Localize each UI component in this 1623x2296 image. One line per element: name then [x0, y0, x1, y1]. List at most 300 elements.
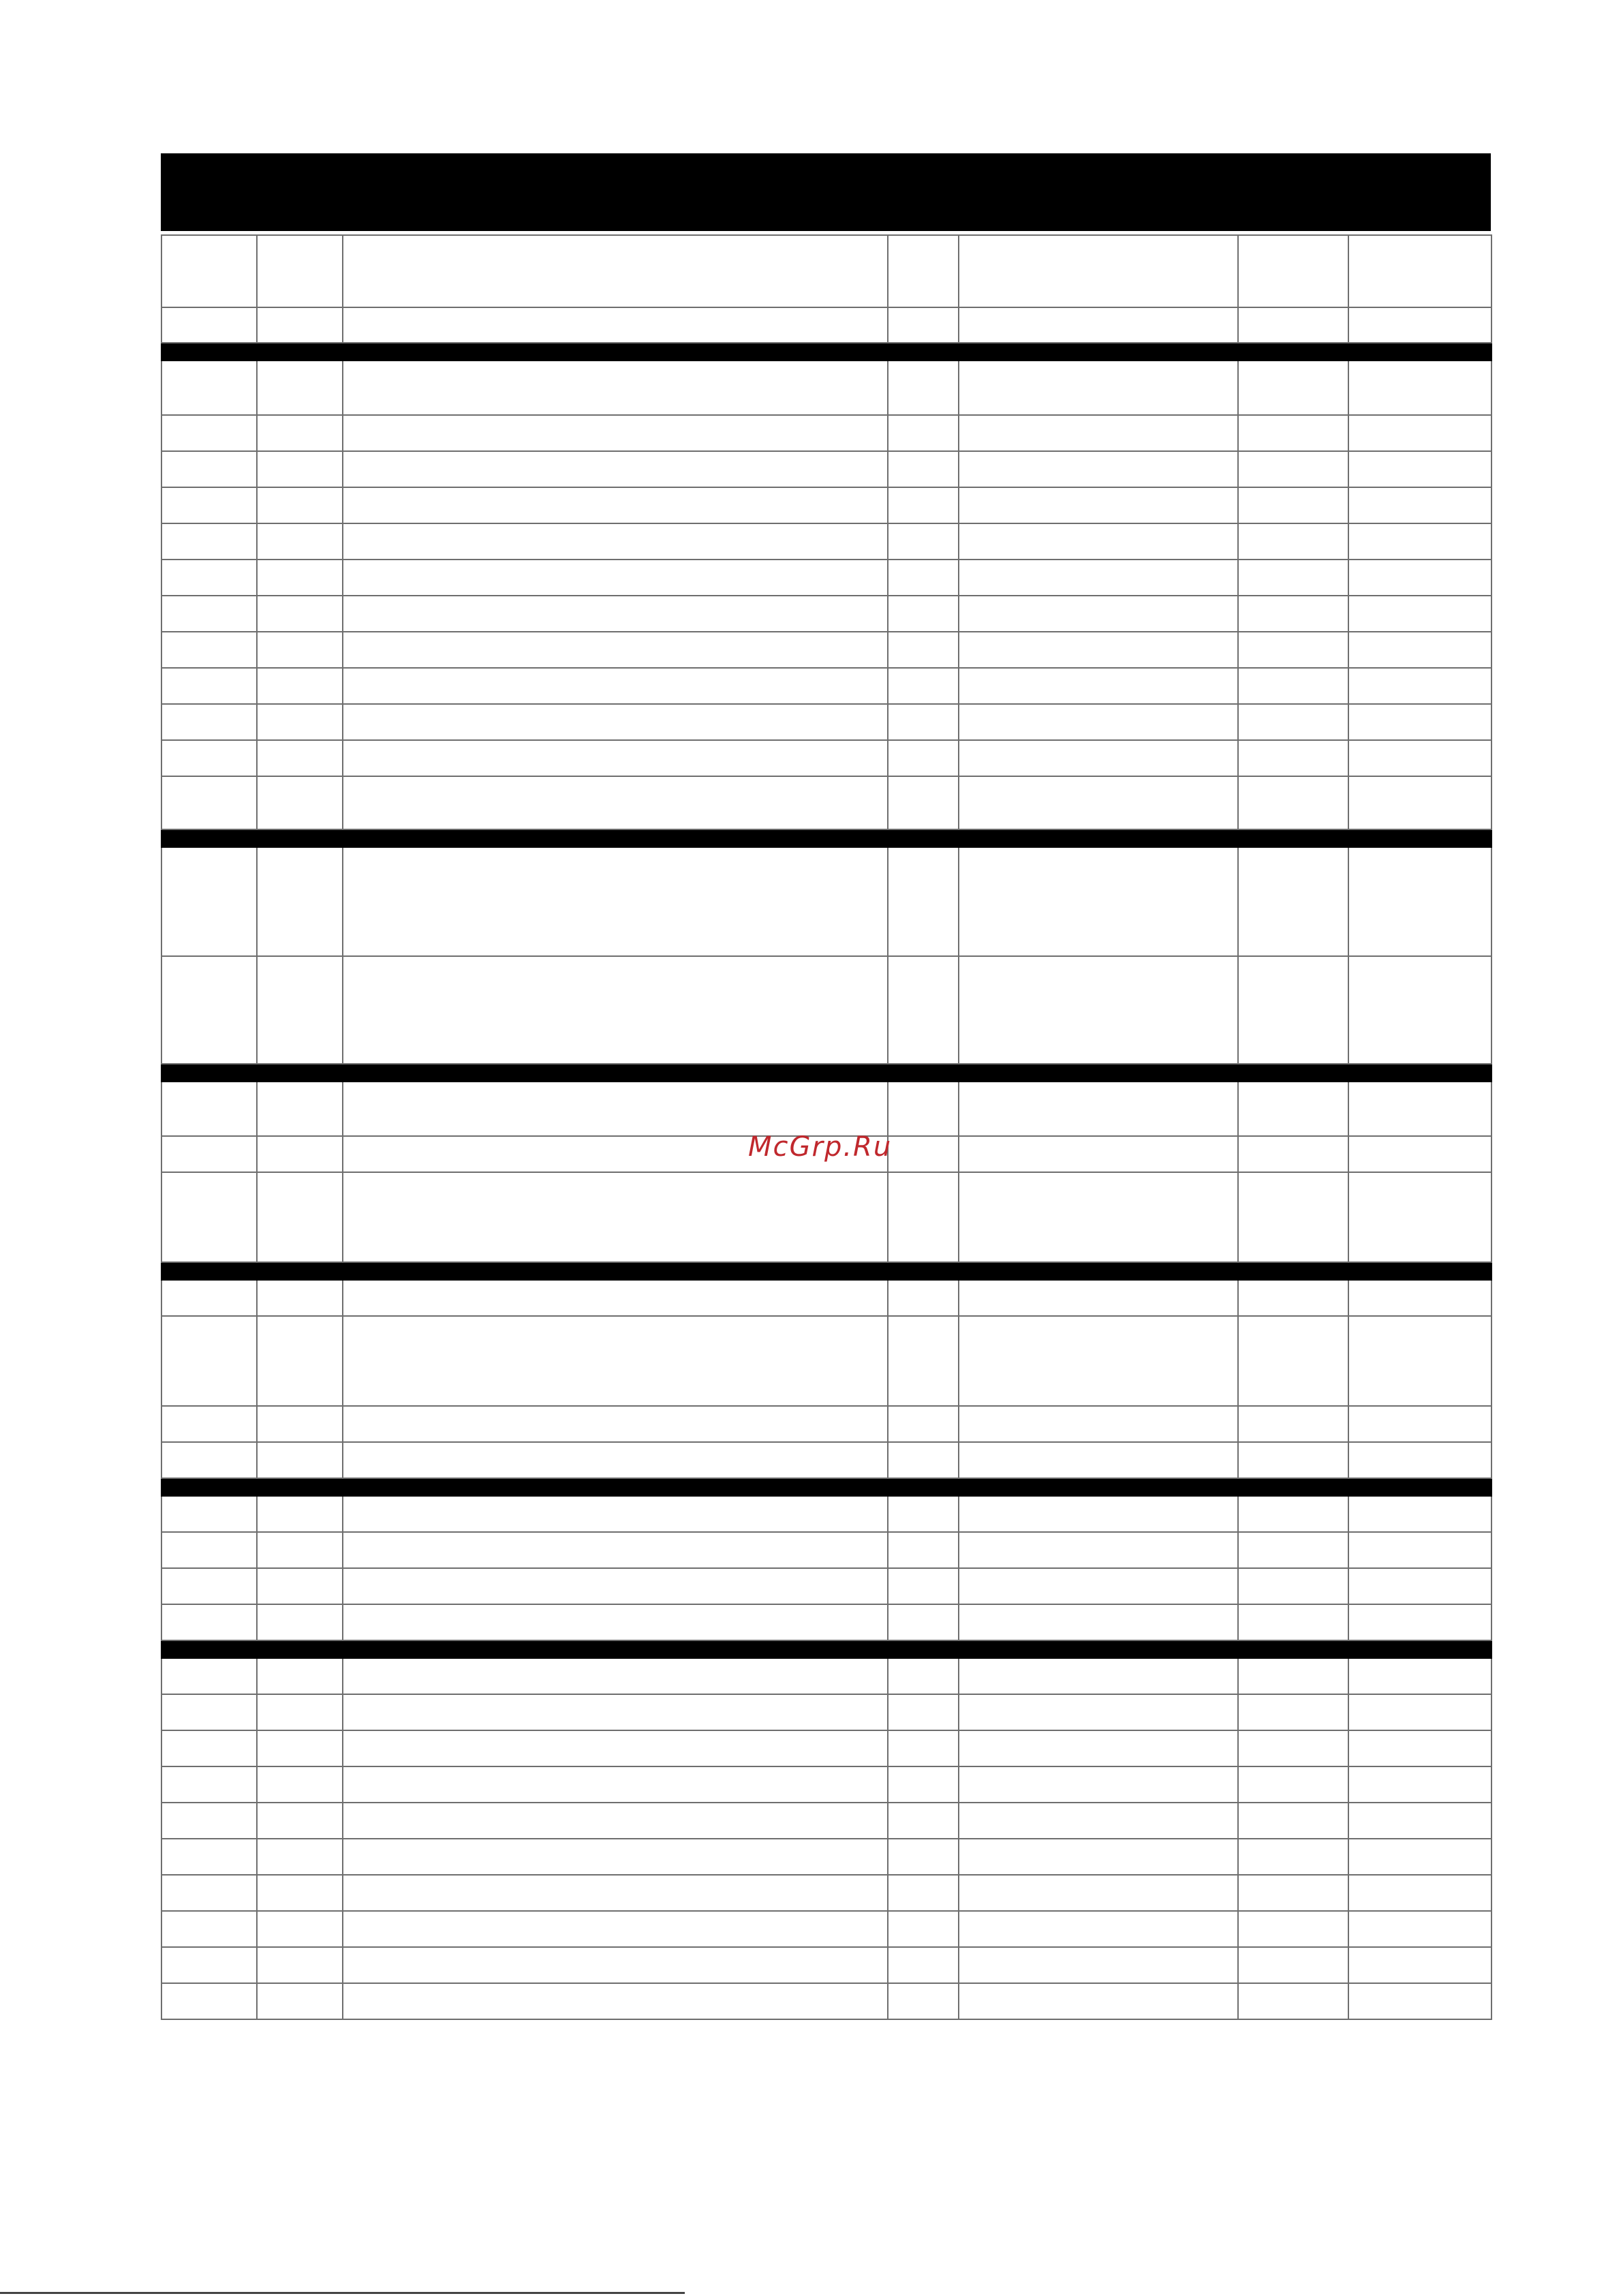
table-cell — [888, 1172, 959, 1262]
table-cell — [161, 1172, 257, 1262]
table-cell — [343, 307, 888, 343]
table-cell — [1238, 776, 1348, 829]
table-cell — [888, 1280, 959, 1316]
table-cell — [161, 1875, 257, 1911]
table-cell — [161, 847, 257, 956]
table-cell — [1238, 523, 1348, 560]
table-row — [161, 704, 1491, 740]
table-cell — [959, 847, 1238, 956]
table-cell — [161, 487, 257, 523]
table-cell — [257, 1532, 343, 1568]
table-row — [161, 776, 1491, 829]
table-cell — [888, 1766, 959, 1803]
table-cell — [1348, 235, 1491, 307]
table-cell — [343, 956, 888, 1064]
table-cell — [161, 704, 257, 740]
table-cell — [959, 668, 1238, 704]
table-cell — [1348, 740, 1491, 776]
table-row — [161, 1839, 1491, 1875]
table-cell — [257, 1316, 343, 1406]
table-cell — [257, 307, 343, 343]
section-divider-cell — [161, 1064, 1491, 1082]
table-cell — [1348, 1694, 1491, 1730]
table-row — [161, 847, 1491, 956]
table-cell — [888, 704, 959, 740]
table-cell — [1238, 956, 1348, 1064]
table-cell — [343, 1280, 888, 1316]
table-cell — [257, 523, 343, 560]
table-cell — [1348, 361, 1491, 415]
table-cell — [1238, 704, 1348, 740]
table-row — [161, 1316, 1491, 1406]
table-cell — [1348, 1532, 1491, 1568]
table-cell — [888, 1496, 959, 1532]
table-cell — [161, 1316, 257, 1406]
table-cell — [343, 560, 888, 596]
table-cell — [161, 415, 257, 451]
table-cell — [161, 776, 257, 829]
table-cell — [1238, 307, 1348, 343]
table-cell — [888, 1136, 959, 1172]
table-cell — [1238, 740, 1348, 776]
table-cell — [343, 1730, 888, 1766]
table-cell — [257, 1730, 343, 1766]
section-divider-cell — [161, 1640, 1491, 1658]
table-cell — [343, 1406, 888, 1442]
table-cell — [343, 1316, 888, 1406]
table-cell — [959, 1532, 1238, 1568]
table-cell — [1238, 1766, 1348, 1803]
table-cell — [161, 1658, 257, 1694]
table-cell — [343, 1172, 888, 1262]
table-cell — [257, 1983, 343, 2019]
table-cell — [161, 1730, 257, 1766]
table-cell — [257, 668, 343, 704]
table-cell — [888, 1406, 959, 1442]
table-cell — [257, 1694, 343, 1730]
table-cell — [959, 1172, 1238, 1262]
table-cell — [343, 1875, 888, 1911]
table-cell — [888, 1568, 959, 1604]
table-cell — [257, 361, 343, 415]
table-cell — [257, 1658, 343, 1694]
table-cell — [959, 523, 1238, 560]
table-cell — [1348, 1442, 1491, 1478]
table-cell — [959, 1839, 1238, 1875]
table-cell — [1348, 307, 1491, 343]
table-cell — [888, 847, 959, 956]
table-cell — [257, 1766, 343, 1803]
table-cell — [1348, 956, 1491, 1064]
table-cell — [343, 1803, 888, 1839]
table-row — [161, 560, 1491, 596]
table-cell — [161, 1496, 257, 1532]
table-row — [161, 307, 1491, 343]
table-cell — [1238, 1280, 1348, 1316]
table-cell — [1238, 1496, 1348, 1532]
table-cell — [959, 1280, 1238, 1316]
table-cell — [257, 1875, 343, 1911]
table-cell — [888, 956, 959, 1064]
table-cell — [888, 596, 959, 632]
table-row — [161, 1172, 1491, 1262]
table-cell — [959, 1694, 1238, 1730]
table-cell — [1238, 847, 1348, 956]
table-cell — [343, 523, 888, 560]
table-cell — [888, 1911, 959, 1947]
table-cell — [257, 1604, 343, 1640]
table-cell — [888, 1803, 959, 1839]
table-cell — [161, 1803, 257, 1839]
table-cell — [257, 1442, 343, 1478]
table-row — [161, 740, 1491, 776]
table-cell — [1238, 361, 1348, 415]
table-cell — [959, 632, 1238, 668]
table-cell — [959, 1082, 1238, 1136]
table-cell — [959, 1947, 1238, 1983]
table-cell — [257, 560, 343, 596]
table-cell — [1238, 1658, 1348, 1694]
table-cell — [959, 1316, 1238, 1406]
table-cell — [1348, 1082, 1491, 1136]
table-cell — [888, 632, 959, 668]
table-cell — [1238, 1875, 1348, 1911]
table-cell — [1238, 668, 1348, 704]
table-cell — [161, 1694, 257, 1730]
table-cell — [1238, 1947, 1348, 1983]
table-row — [161, 451, 1491, 487]
table-row — [161, 1911, 1491, 1947]
table-cell — [343, 668, 888, 704]
table-cell — [257, 632, 343, 668]
table-cell — [888, 1694, 959, 1730]
table-cell — [959, 1983, 1238, 2019]
table-cell — [959, 451, 1238, 487]
table-cell — [1348, 704, 1491, 740]
table-cell — [1348, 1803, 1491, 1839]
table-cell — [1348, 451, 1491, 487]
table-cell — [1348, 560, 1491, 596]
table-cell — [888, 415, 959, 451]
table-cell — [1348, 1406, 1491, 1442]
table-cell — [343, 632, 888, 668]
table-cell — [161, 1280, 257, 1316]
table-cell — [257, 776, 343, 829]
table-cell — [343, 1658, 888, 1694]
table-cell — [1238, 451, 1348, 487]
table-cell — [161, 1839, 257, 1875]
table-cell — [888, 1442, 959, 1478]
table-cell — [1238, 1839, 1348, 1875]
table-cell — [257, 1406, 343, 1442]
table-cell — [1238, 596, 1348, 632]
table-cell — [888, 1532, 959, 1568]
table-cell — [888, 451, 959, 487]
table-cell — [1238, 487, 1348, 523]
table-row — [161, 487, 1491, 523]
spec-table-body — [161, 235, 1491, 2019]
table-row — [161, 1442, 1491, 1478]
table-cell — [161, 632, 257, 668]
table-cell — [257, 1172, 343, 1262]
footer-rule — [0, 2292, 685, 2294]
table-cell — [888, 235, 959, 307]
table-header-band — [161, 153, 1491, 231]
table-cell — [343, 704, 888, 740]
table-cell — [1348, 776, 1491, 829]
table-cell — [161, 740, 257, 776]
table-cell — [959, 1875, 1238, 1911]
table-cell — [161, 451, 257, 487]
section-divider-row — [161, 1262, 1491, 1280]
table-cell — [1238, 235, 1348, 307]
table-row — [161, 1532, 1491, 1568]
table-cell — [1238, 1172, 1348, 1262]
table-cell — [1238, 1442, 1348, 1478]
section-divider-row — [161, 829, 1491, 847]
table-cell — [1238, 1568, 1348, 1604]
table-cell — [959, 487, 1238, 523]
table-cell — [343, 1604, 888, 1640]
table-cell — [1238, 560, 1348, 596]
table-cell — [257, 956, 343, 1064]
table-cell — [959, 361, 1238, 415]
table-cell — [343, 1983, 888, 2019]
table-cell — [959, 596, 1238, 632]
table-cell — [343, 847, 888, 956]
table-cell — [257, 1839, 343, 1875]
table-cell — [343, 776, 888, 829]
table-cell — [1348, 487, 1491, 523]
table-cell — [1348, 523, 1491, 560]
table-cell — [1238, 1694, 1348, 1730]
table-cell — [959, 1496, 1238, 1532]
table-row — [161, 596, 1491, 632]
table-cell — [343, 1947, 888, 1983]
section-divider-cell — [161, 343, 1491, 361]
table-cell — [257, 1568, 343, 1604]
table-row — [161, 956, 1491, 1064]
table-cell — [161, 1406, 257, 1442]
table-cell — [1238, 415, 1348, 451]
table-cell — [959, 1604, 1238, 1640]
table-cell — [343, 1532, 888, 1568]
table-row — [161, 415, 1491, 451]
table-cell — [257, 1136, 343, 1172]
table-row — [161, 1694, 1491, 1730]
table-cell — [1238, 1730, 1348, 1766]
table-cell — [959, 1803, 1238, 1839]
table-cell — [343, 361, 888, 415]
table-cell — [1348, 1280, 1491, 1316]
table-cell — [343, 1694, 888, 1730]
section-divider-row — [161, 1478, 1491, 1496]
table-cell — [161, 1136, 257, 1172]
table-cell — [1238, 1082, 1348, 1136]
table-cell — [257, 1496, 343, 1532]
table-cell — [257, 1280, 343, 1316]
table-cell — [343, 1082, 888, 1136]
footer-mark — [690, 2284, 819, 2294]
table-cell — [1238, 1911, 1348, 1947]
table-cell — [959, 704, 1238, 740]
section-divider-row — [161, 343, 1491, 361]
table-cell — [161, 1983, 257, 2019]
table-cell — [959, 560, 1238, 596]
table-cell — [888, 307, 959, 343]
table-cell — [1348, 1730, 1491, 1766]
table-cell — [1348, 1316, 1491, 1406]
table-cell — [343, 1766, 888, 1803]
table-cell — [1238, 1604, 1348, 1640]
table-row — [161, 1983, 1491, 2019]
table-cell — [888, 740, 959, 776]
table-cell — [1348, 1172, 1491, 1262]
table-cell — [343, 740, 888, 776]
table-row — [161, 632, 1491, 668]
table-cell — [1348, 1658, 1491, 1694]
table-cell — [888, 1730, 959, 1766]
table-cell — [161, 560, 257, 596]
table-cell — [959, 1730, 1238, 1766]
table-cell — [343, 1496, 888, 1532]
table-cell — [888, 776, 959, 829]
table-cell — [161, 1442, 257, 1478]
table-cell — [1348, 596, 1491, 632]
table-row — [161, 1082, 1491, 1136]
table-cell — [1348, 1911, 1491, 1947]
table-cell — [343, 1568, 888, 1604]
table-cell — [161, 1766, 257, 1803]
table-cell — [1238, 1136, 1348, 1172]
table-cell — [257, 487, 343, 523]
table-row — [161, 235, 1491, 307]
section-divider-row — [161, 1064, 1491, 1082]
table-cell — [257, 1803, 343, 1839]
table-cell — [343, 451, 888, 487]
table-cell — [257, 704, 343, 740]
table-cell — [161, 235, 257, 307]
table-cell — [161, 1568, 257, 1604]
table-cell — [959, 956, 1238, 1064]
table-cell — [1348, 632, 1491, 668]
spec-table — [161, 234, 1492, 2020]
table-cell — [1348, 1875, 1491, 1911]
table-row — [161, 361, 1491, 415]
table-cell — [257, 235, 343, 307]
table-row — [161, 668, 1491, 704]
table-cell — [343, 235, 888, 307]
section-divider-cell — [161, 1478, 1491, 1496]
table-cell — [343, 1442, 888, 1478]
table-cell — [161, 307, 257, 343]
table-cell — [161, 523, 257, 560]
table-cell — [161, 1604, 257, 1640]
table-cell — [888, 1604, 959, 1640]
table-cell — [888, 1316, 959, 1406]
table-cell — [959, 740, 1238, 776]
table-cell — [1348, 1839, 1491, 1875]
table-cell — [343, 596, 888, 632]
table-cell — [257, 451, 343, 487]
table-cell — [888, 487, 959, 523]
table-cell — [161, 1947, 257, 1983]
table-cell — [959, 235, 1238, 307]
table-row — [161, 1658, 1491, 1694]
table-cell — [959, 1442, 1238, 1478]
table-cell — [161, 1911, 257, 1947]
table-cell — [959, 776, 1238, 829]
table-cell — [959, 415, 1238, 451]
table-cell — [888, 1839, 959, 1875]
table-cell — [888, 1658, 959, 1694]
table-cell — [1238, 632, 1348, 668]
table-cell — [161, 1082, 257, 1136]
table-cell — [888, 361, 959, 415]
table-cell — [959, 1911, 1238, 1947]
table-cell — [959, 1568, 1238, 1604]
table-cell — [1348, 1983, 1491, 2019]
section-divider-cell — [161, 1262, 1491, 1280]
table-cell — [1238, 1532, 1348, 1568]
table-cell — [959, 1136, 1238, 1172]
table-cell — [888, 668, 959, 704]
table-cell — [1348, 668, 1491, 704]
section-divider-row — [161, 1640, 1491, 1658]
table-row — [161, 1803, 1491, 1839]
table-cell — [1348, 1766, 1491, 1803]
table-row — [161, 1406, 1491, 1442]
table-cell — [161, 361, 257, 415]
table-cell — [343, 487, 888, 523]
table-cell — [959, 1766, 1238, 1803]
table-cell — [257, 1911, 343, 1947]
table-cell — [257, 1082, 343, 1136]
table-cell — [161, 956, 257, 1064]
table-cell — [1238, 1316, 1348, 1406]
table-cell — [959, 1658, 1238, 1694]
table-cell — [1348, 847, 1491, 956]
table-cell — [343, 1839, 888, 1875]
table-cell — [888, 1082, 959, 1136]
table-cell — [1348, 1568, 1491, 1604]
table-cell — [1348, 1496, 1491, 1532]
table-cell — [161, 1532, 257, 1568]
table-cell — [1348, 1136, 1491, 1172]
table-row — [161, 1947, 1491, 1983]
table-cell — [1348, 415, 1491, 451]
table-cell — [959, 307, 1238, 343]
table-cell — [257, 415, 343, 451]
table-cell — [1238, 1803, 1348, 1839]
table-cell — [161, 668, 257, 704]
table-row — [161, 1730, 1491, 1766]
table-cell — [888, 1947, 959, 1983]
table-cell — [888, 1875, 959, 1911]
table-row — [161, 1280, 1491, 1316]
table-row — [161, 1875, 1491, 1911]
watermark-text: McGrp.Ru — [748, 1131, 893, 1163]
table-cell — [257, 1947, 343, 1983]
table-cell — [257, 596, 343, 632]
section-divider-cell — [161, 829, 1491, 847]
table-cell — [161, 596, 257, 632]
table-cell — [343, 415, 888, 451]
table-cell — [1348, 1947, 1491, 1983]
table-row — [161, 523, 1491, 560]
table-cell — [343, 1911, 888, 1947]
table-row — [161, 1766, 1491, 1803]
